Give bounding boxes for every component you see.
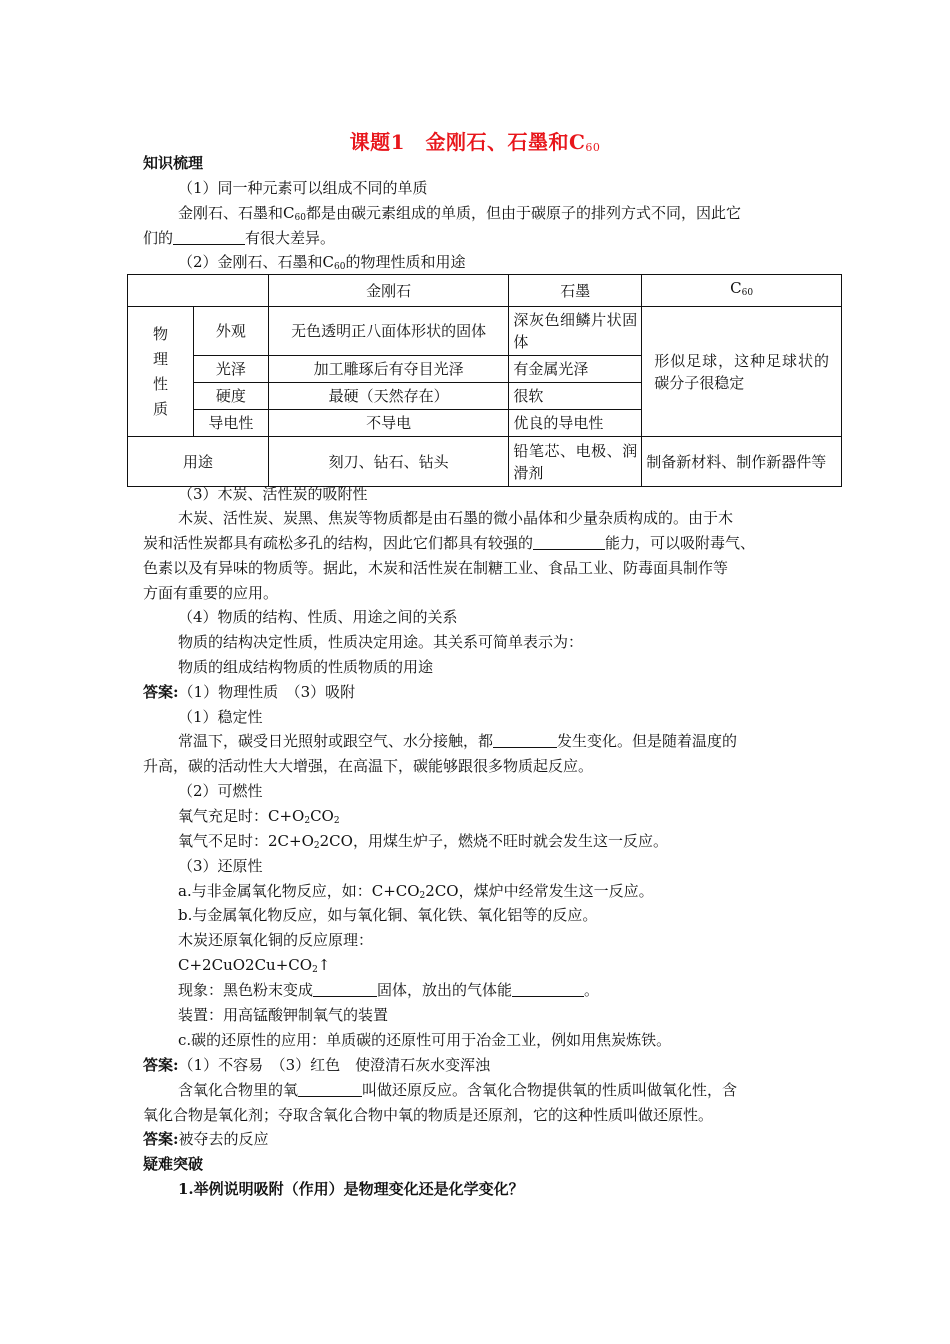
table-cell: 不导电 <box>268 410 509 437</box>
paragraph-line: 们的 有很大差异。 <box>143 229 336 247</box>
equation-line: 氧气不足时：$2C+O_22CO$，用煤生炉子，燃烧不旺时就会发生这一反应。 <box>178 832 668 851</box>
paragraph-line: 氧化合物是氧化剂；夺取含氧化合物中氧的物质是还原剂，它的这种性质叫做还原性。 <box>143 1106 714 1124</box>
table-cell: 深灰色细鳞片状固体 <box>509 307 642 356</box>
table-cell: 硬度 <box>193 383 268 410</box>
equation-line: $C+2CuO2Cu+CO_2↑$ <box>178 956 331 975</box>
paragraph-line: 色素以及有异味的物质等。据此，木炭和活性炭在制糖工业、食品工业、防毒面具制作等 <box>143 559 729 577</box>
section-heading-knowledge: 知识梳理 <box>143 154 204 172</box>
paragraph-label: （2）可燃性 <box>178 782 263 800</box>
table-header-row <box>128 275 842 307</box>
paragraph-line: b.与金属氧化物反应，如与氧化铜、氧化铁、氧化铝等的反应。 <box>178 906 598 924</box>
table-cell: 很软 <box>509 383 642 410</box>
properties-table <box>127 274 842 487</box>
group-label-cell: 物理性质 <box>128 307 194 437</box>
table-cell: 无色透明正八面体形状的固体 <box>268 307 509 356</box>
table-header-cell: 石墨 <box>509 275 642 307</box>
paragraph-line: 现象：黑色粉末变成 固体，放出的气体能 。 <box>178 981 600 999</box>
question-line: 1.举例说明吸附（作用）是物理变化还是化学变化？ <box>178 1180 524 1198</box>
fill-blank[interactable] <box>298 1082 362 1097</box>
paragraph-line: c.碳的还原性的应用：单质碳的还原性可用于冶金工业，例如用焦炭炼铁。 <box>178 1031 672 1049</box>
paragraph-line: 方面有重要的应用。 <box>143 584 279 602</box>
table-row <box>128 437 842 487</box>
table-cell: 导电性 <box>193 410 268 437</box>
paragraph-label: （1）同一种元素可以组成不同的单质 <box>178 179 428 197</box>
fill-blank[interactable] <box>173 230 245 245</box>
paragraph-line: 物质的组成结构物质的性质物质的用途 <box>178 658 434 676</box>
table-cell: 铅笔芯、电极、润滑剂 <box>509 437 642 487</box>
table-cell: 光泽 <box>193 356 268 383</box>
table-header-cell: 金刚石 <box>268 275 509 307</box>
paragraph-line: 金刚石、石墨和$C_{60}$都是由碳元素组成的单质，但由于碳原子的排列方式不同，因此它 <box>178 204 741 223</box>
paragraph-line: 常温下，碳受日光照射或跟空气、水分接触，都 发生变化。但是随着温度的 <box>178 732 738 750</box>
equation-line: 氧气充足时：$C+O_2CO_2$ <box>178 807 340 826</box>
paragraph-line: 木炭还原氧化铜的反应原理： <box>178 931 374 949</box>
table-cell: 制备新材料、制作新器件等 <box>642 437 842 487</box>
table-row <box>128 307 842 356</box>
paragraph-line: 升高，碳的活动性大大增强，在高温下，碳能够跟很多物质起反应。 <box>143 757 594 775</box>
table-header-cell: $C_{60}$ <box>642 275 842 307</box>
answer-line: 答案:（1）物理性质 （3）吸附 <box>143 683 356 701</box>
paragraph-label: （3）还原性 <box>178 857 263 875</box>
paragraph-label: （1）稳定性 <box>178 708 263 726</box>
table-cell: 最硬（天然存在） <box>268 383 509 410</box>
table-cell: 外观 <box>193 307 268 356</box>
c60-props-cell: 形似足球，这种足球状的碳分子很稳定 <box>642 307 842 437</box>
paragraph-label: （2）金刚石、石墨和$C_{60}$的物理性质和用途 <box>178 253 466 272</box>
paragraph-line: 含氧化合物里的氧 叫做还原反应。含氧化合物提供氧的性质叫做氧化性，含 <box>178 1081 738 1099</box>
equation-line: a.与非金属氧化物反应，如：$C+CO_22CO$，煤炉中经常发生这一反应。 <box>178 882 654 901</box>
paragraph-line: 炭和活性炭都具有疏松多孔的结构，因此它们都具有较强的 能力，可以吸附毒气、 <box>143 534 756 552</box>
paragraph-line: 木炭、活性炭、炭黑、焦炭等物质都是由石墨的微小晶体和少量杂质构成的。由于木 <box>178 509 734 527</box>
page-title: 课题1 金刚石、石墨和$C_{60}$ <box>349 130 601 154</box>
paragraph-line: 物质的结构决定性质，性质决定用途。其关系可简单表示为： <box>178 633 584 651</box>
paragraph-label: （3）木炭、活性炭的吸附性 <box>178 485 368 503</box>
fill-blank[interactable] <box>533 535 605 550</box>
table-cell: 用途 <box>128 437 269 487</box>
fill-blank[interactable] <box>512 982 584 997</box>
fill-blank[interactable] <box>313 982 377 997</box>
paragraph-line: 装置：用高锰酸钾制氧气的装置 <box>178 1006 389 1024</box>
table-cell: 有金属光泽 <box>509 356 642 383</box>
table-cell: 刻刀、钻石、钻头 <box>268 437 509 487</box>
answer-line: 答案:（1）不容易 （3）红色 使澄清石灰水变浑浊 <box>143 1056 491 1074</box>
table-corner-cell <box>128 275 269 307</box>
paragraph-label: （4）物质的结构、性质、用途之间的关系 <box>178 608 458 626</box>
table-cell: 优良的导电性 <box>509 410 642 437</box>
fill-blank[interactable] <box>493 733 557 748</box>
answer-line: 答案:被夺去的反应 <box>143 1130 269 1148</box>
table-cell: 加工雕琢后有夺目光泽 <box>268 356 509 383</box>
section-heading-difficulty: 疑难突破 <box>143 1155 204 1173</box>
